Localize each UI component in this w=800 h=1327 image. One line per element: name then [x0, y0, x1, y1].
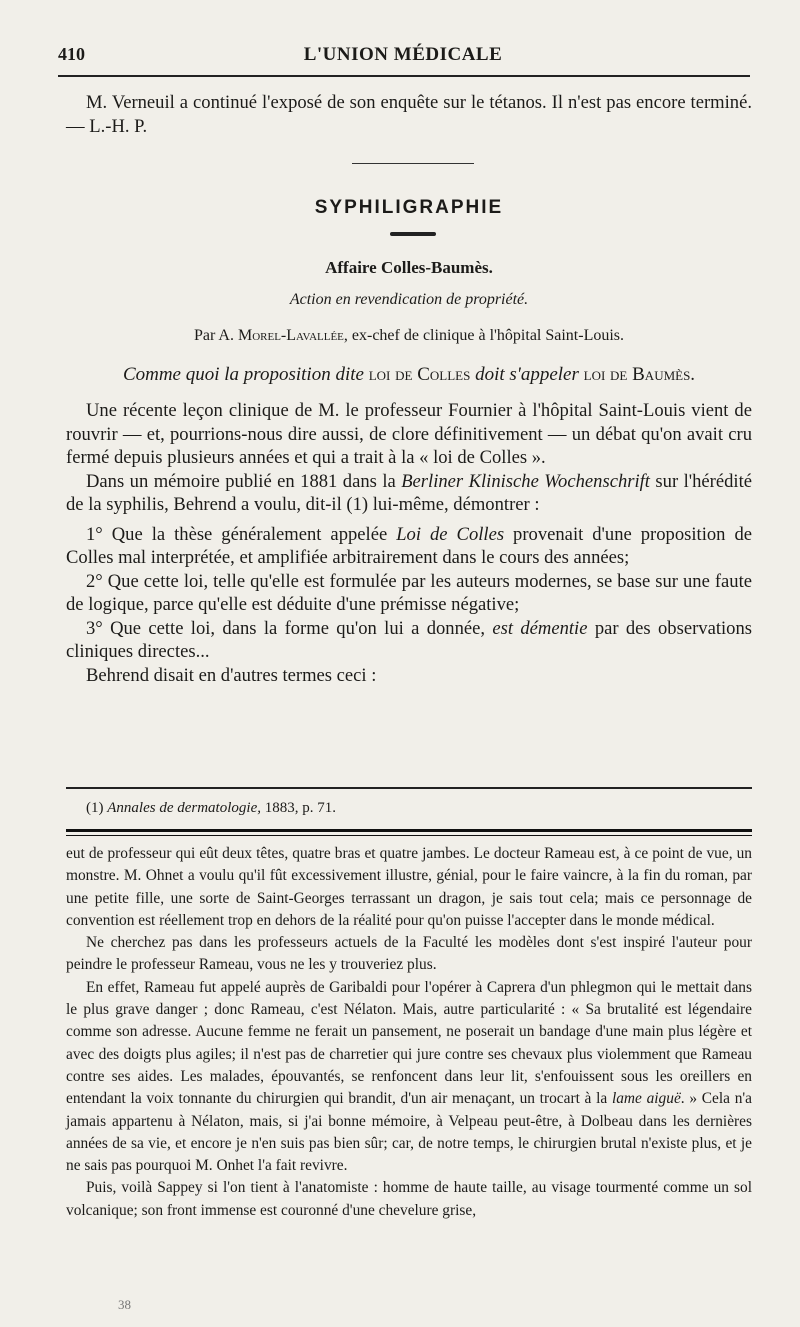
folio-mark: 38 [118, 1297, 131, 1312]
tagline-part2: loi de Colles [363, 364, 476, 385]
tagline [66, 364, 752, 386]
section-divider [352, 163, 474, 164]
author-prefix: Par A. [193, 327, 238, 344]
tagline-part3: doit s'appeler [475, 364, 579, 385]
loi-de-colles: Loi de Colles [396, 523, 505, 545]
section-title: SYPHILIGRAPHIE [314, 197, 504, 218]
body-paragraph: Behrend disait en d'autres termes ceci : [86, 664, 377, 686]
intro-paragraph [66, 91, 752, 138]
list-item: 3° Que cette loi, dans la forme qu'on lui a donnée, est démentie par des observations cliniques directes... [66, 617, 752, 662]
tagline-part1: Comme quoi la proposition dite [122, 364, 364, 385]
list-item: 1° Que la thèse généralement appelée Loi de Colles provenait d'une proposition de Colles mal interprétée, et amplifiée arbitrairement dans le cours des années; [66, 523, 752, 568]
footnote-rule [66, 787, 752, 789]
footnote-source: Annales de dermatologie, [107, 800, 261, 816]
journal-citation: Berliner Klinische Wochenschrift [401, 470, 650, 492]
ornament-divider [390, 232, 436, 236]
feuilleton [66, 843, 752, 1222]
article-subtitle: Action en revendication de propriété. [289, 291, 529, 308]
journal-title: L'UNION MÉDICALE [303, 44, 503, 65]
footnote: (1) Annales de dermatologie, 1883, p. 71. [86, 800, 336, 816]
feuilleton-paragraph: Ne cherchez pas dans les professeurs actuels de la Faculté les modèles dont s'est inspiré l'auteur pour peindre le professeur Rameau, vous ne les y trouveriez plus. [66, 934, 752, 974]
feuilleton-paragraph: En effet, Rameau fut appelé auprès de Garibaldi pour l'opérer à Caprera d'un phlegmon qui le mettait dans le plus grave danger ; donc Rameau, c'est Nélaton. Mais, autre particularité : « Sa brutalité est légendaire comme son adresse. Aucune femme ne ferait un pansement, ne poserait un bandage d'une main plus légère et avec des doigts plus agiles; il n'est pas de charretier qui jure contre ses chevaux plus violemment que Rameau contre ses aides. Les malades, épouvantés, se renfoncent dans leur lit, s'enfouissent sous les oreillers en entendant la voix tonnante du chirurgien qui brandit, d'un air menaçant, un trocart à la lame aiguë. » Cela n'a jamais appartenu à Nélaton, mais, si j'ai bonne mémoire, à Velpeau peut-être, à Dolbeau dans les dernières années de sa vie, et encore je n'en suis pas bien sûr; car, de notre temps, le chirurgien brutal n'existe plus, et je ne sais pas pourquoi M. Onhet l'a fait revivre. [66, 978, 753, 1175]
feuilleton-paragraph: eut de professeur qui eût deux têtes, quatre bras et quatre jambes. Le docteur Rameau est, à ce point de vue, un monstre. M. Ohnet a voulu qu'il fût excessivement illustre, génial, pour le faire vaincre, à la fin du roman, par une petite fille, une sorte de Saint-Georges terrassant un dragon, je sais tout cela; mais ce personnage de convention est réellement trop en dehors de la réalité pour qu'on puisse l'accepter dans le monde médical. [66, 845, 752, 929]
article-title: Affaire Colles-Baumès. [325, 258, 493, 277]
tagline-part4: loi de Baumès. [578, 364, 696, 385]
page-header [58, 40, 748, 72]
header-rule [58, 75, 750, 77]
author-suffix: , ex-chef de clinique à l'hôpital Saint-Louis. [343, 327, 625, 344]
page-number: 410 [58, 44, 85, 64]
body-paragraph: Dans un mémoire publié en 1881 dans la Berliner Klinische Wochenschrift sur l'hérédité de la syphilis, Behrend a voulu, dit-il (1) lui-même, démontrer : [66, 470, 752, 515]
list-item: 2° Que cette loi, telle qu'elle est formulée par les auteurs modernes, se base sur une faute de logique, parce qu'elle est déduite d'une prémisse négative; [66, 570, 752, 615]
body-paragraph: Une récente leçon clinique de M. le professeur Fournier à l'hôpital Saint-Louis vient de rouvrir — et, pourrions-nous dire aussi, de clore définitivement — un débat qu'on avait cru fermé depuis plusieurs années et qui a trait à la « loi de Colles ». [66, 400, 752, 468]
author-name: Morel-Lavallée [237, 327, 344, 344]
intro-text: M. Verneuil a continué l'exposé de son enquête sur le tétanos. Il n'est pas encore terminé. — L.-H. P. [66, 92, 752, 137]
feuilleton-paragraph: Puis, voilà Sappey si l'on tient à l'anatomiste : homme de haute taille, au visage tourmenté comme un sol volcanique; son front immense est couronné d'une chevelure grise, [66, 1179, 752, 1219]
feuilleton-rule [66, 829, 752, 836]
article-body [66, 399, 752, 687]
author-line [66, 327, 752, 345]
